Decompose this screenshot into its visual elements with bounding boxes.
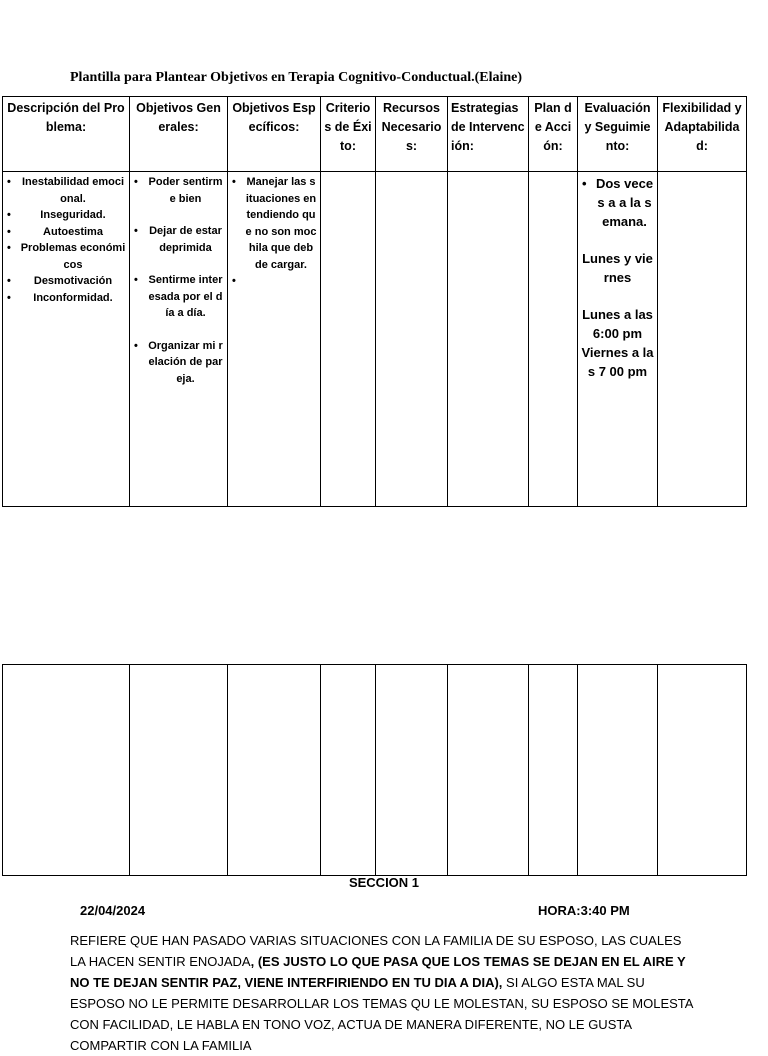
section-heading: SECCION 1 [348,875,420,890]
cell-estrategias [448,172,529,507]
objectives-table [2,96,747,507]
empty-cell [529,665,578,876]
list-item: • Organizar mi relación de pareja. [133,338,224,388]
list-item: • Inconformidad. [6,290,126,307]
empty-cell [448,665,529,876]
empty-table [2,664,747,876]
cell-generales [130,172,228,507]
cell-recursos [376,172,448,507]
session-date: 22/04/2024 [80,903,146,918]
header-estrategias: Estrategias de Intervención: [448,97,529,172]
table-header-row [3,97,747,172]
empty-cell [376,665,448,876]
list-item: • Inestabilidad emocional. [6,174,126,207]
eval-horario-1: Lunes a las 6:00 pm [582,307,653,341]
header-objetivos-especificos: Objetivos Específicos: [228,97,321,172]
cell-evaluacion [578,172,658,507]
cell-problema [3,172,130,507]
empty-cell [658,665,747,876]
list-item: • Dos veces a a la semana. [581,174,654,231]
list-item: • Sentirme interesada por el día a día. [133,272,224,322]
list-item: • Problemas económicos [6,240,126,273]
eval-horario-2: Viernes a las 7 00 pm [581,345,654,379]
table-body-row [3,172,747,507]
header-evaluacion: Evaluación y Seguimiento: [578,97,658,172]
notes-bold: , (ES JUSTO LO QUE PASA QUE LOS TEMAS SE DEJAN EN EL AIRE Y NO TE DEJAN SENTIR PAZ, VIENE INTERFIRIENDO EN TU DIA A DIA), [70,954,686,990]
list-item: • Poder sentirme bien [133,174,224,207]
document-title: Plantilla para Plantear Objetivos en Terapia Cognitivo-Conductual.(Elaine) [70,70,523,85]
empty-cell [228,665,321,876]
header-descripcion: Descripción del Problema: [3,97,130,172]
header-plan: Plan de Acción: [529,97,578,172]
cell-criterios [321,172,376,507]
list-item: • Inseguridad. [6,207,126,224]
header-recursos: Recursos Necesarios: [376,97,448,172]
session-notes [70,930,700,1056]
header-criterios: Criterios de Éxito: [321,97,376,172]
cell-flexibilidad [658,172,747,507]
list-item: • Dejar de estar deprimida [133,223,224,256]
empty-cell [578,665,658,876]
table-row [3,665,747,876]
session-hour: HORA:3:40 PM [538,903,630,918]
empty-cell [3,665,130,876]
cell-especificos [228,172,321,507]
notes-part-2: SI ALGO ESTA MAL SU ESPOSO NO LE PERMITE DESARROLLAR LOS TEMAS QU LE MOLESTAN, SU ESPOSO SE MOLESTA CON FACILIDAD, LE HABLA EN TONO VOZ, ACTUA DE MANERA DIFERENTE, NO LE GUSTA COMPARTIR CON LA FAMILIA [70,975,693,1053]
empty-cell [321,665,376,876]
list-item: • Manejar las situaciones entendiendo que no son mochila que deb de cargar. [231,174,317,273]
notes-part-1: REFIERE QUE HAN PASADO VARIAS SITUACIONES CON LA FAMILIA DE SU ESPOSO, LAS CUALES LA HACEN SENTIR ENOJADA [70,933,682,969]
list-item: • Autoestima [6,224,126,241]
header-flexibilidad: Flexibilidad y Adaptabilidad: [658,97,747,172]
header-objetivos-generales: Objetivos Generales: [130,97,228,172]
list-item: • Desmotivación [6,273,126,290]
empty-cell [130,665,228,876]
cell-plan [529,172,578,507]
eval-dias: Lunes y viernes [582,251,653,285]
